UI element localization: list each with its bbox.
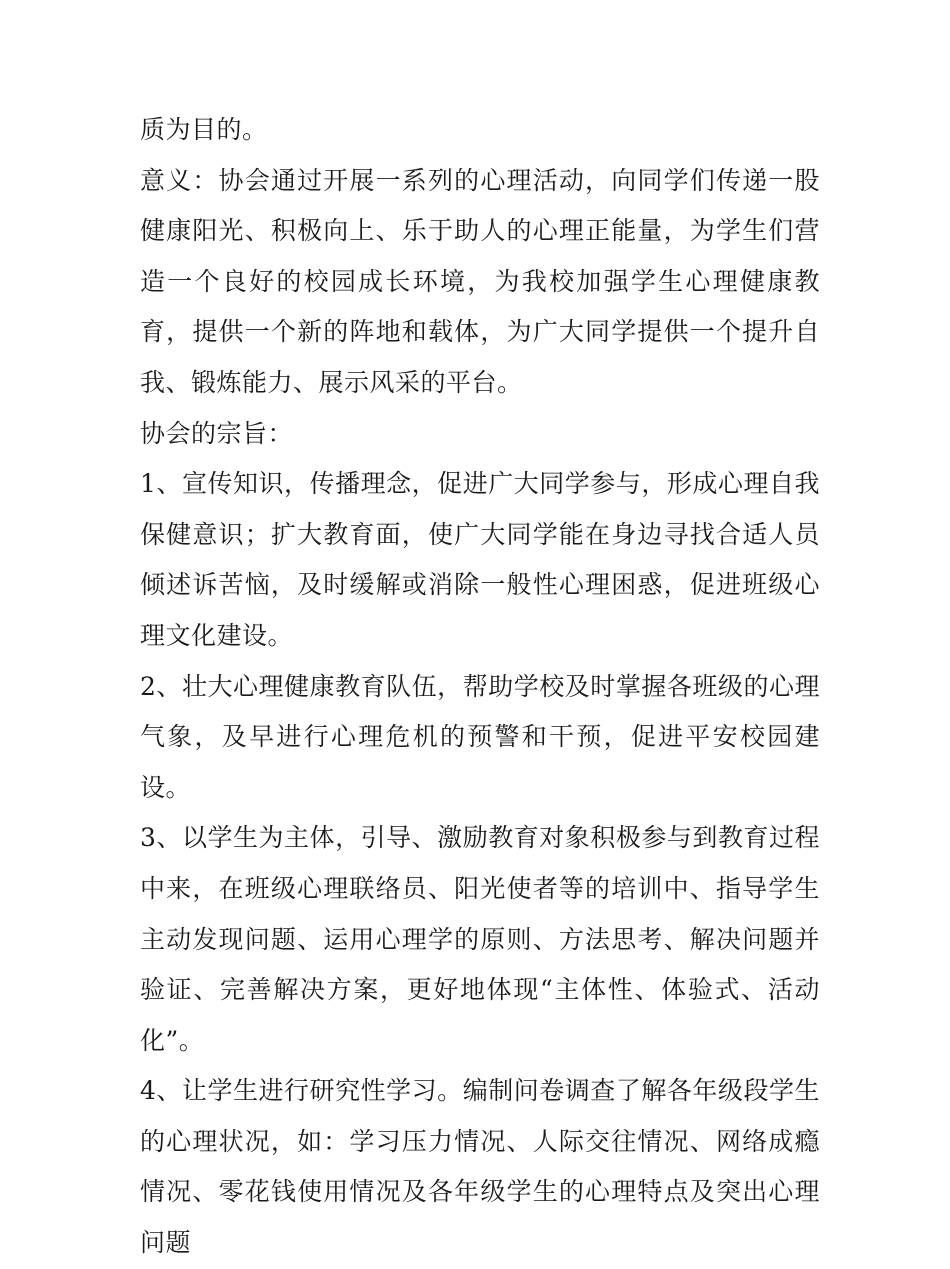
paragraph-continuation: 质为目的。 [140, 115, 268, 144]
paragraph-purpose-item-3: 3、以学生为主体，引导、激励教育对象积极参与到教育过程中来，在班级心理联络员、阳光使者等的培训中、指导学生主动发现问题、运用心理学的原则、方法思考、解决问题并验证、完善解决方案，更好地体现“主体性、体验式、活动化”。 [140, 823, 820, 1055]
paragraph-purpose-item-2: 2、壮大心理健康教育队伍，帮助学校及时掌握各班级的心理气象，及早进行心理危机的预警和干预，促进平安校园建设。 [140, 671, 820, 802]
document-body [140, 105, 820, 1269]
paragraph-purpose-heading: 协会的宗旨： [140, 418, 294, 448]
paragraph-purpose-item-1: 1、宣传知识，传播理念，促进广大同学参与，形成心理自我保健意识；扩大教育面，使广大同学能在身边寻找合适人员倾述诉苦恼，及时缓解或消除一般性心理困惑，促进班级心理文化建设。 [140, 469, 820, 650]
paragraph-purpose-item-4: 4、让学生进行研究性学习。编制问卷调查了解各年级段学生的心理状况，如：学习压力情况、人际交往情况、网络成瘾情况、零花钱使用情况及各年级学生的心理特点及突出心理问题 [140, 1076, 820, 1258]
paragraph-significance: 意义：协会通过开展一系列的心理活动，向同学们传递一股健康阳光、积极向上、乐于助人的心理正能量，为学生们营造一个良好的校园成长环境，为我校加强学生心理健康教育，提供一个新的阵地和载体，为广大同学提供一个提升自我、锻炼能力、展示风采的平台。 [140, 165, 820, 397]
